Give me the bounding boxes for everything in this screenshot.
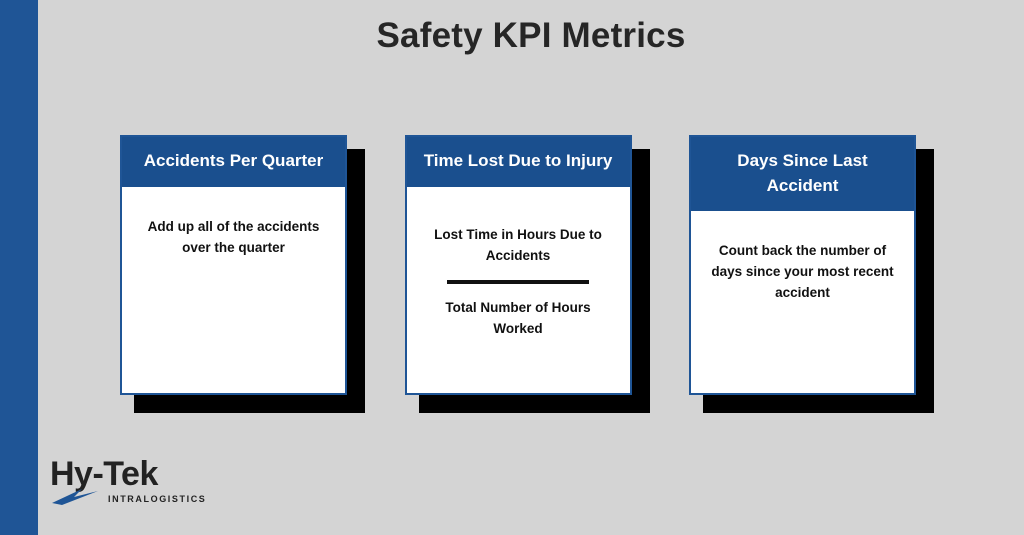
hytek-logo <box>50 457 270 517</box>
card-title: Time Lost Due to Injury <box>407 137 630 187</box>
card-body <box>407 187 630 393</box>
left-accent-bar <box>0 0 38 535</box>
card-title: Accidents Per Quarter <box>122 137 345 187</box>
card <box>120 135 347 395</box>
page-title: Safety KPI Metrics <box>376 16 686 55</box>
card-title: Days Since Last Accident <box>691 137 914 211</box>
logo-tagline: INTRALOGISTICS <box>108 494 207 504</box>
formula-fraction <box>425 217 612 341</box>
card-body <box>691 211 914 393</box>
kpi-card-time-lost-due-to-injury <box>405 135 636 405</box>
kpi-card-accidents-per-quarter <box>120 135 351 405</box>
fraction-bar <box>447 280 589 284</box>
card <box>405 135 632 395</box>
card-body-text: Count back the number of days since your most recent accident <box>711 243 894 301</box>
card-body <box>122 187 345 393</box>
fraction-numerator: Lost Time in Hours Due to Accidents <box>434 226 602 263</box>
card <box>689 135 916 395</box>
kpi-card-days-since-last-accident <box>689 135 920 405</box>
card-body-text: Add up all of the accidents over the quarter <box>147 218 320 255</box>
fraction-denominator: Total Number of Hours Worked <box>445 300 591 337</box>
logo-wordmark: Hy-Tek <box>50 455 158 493</box>
kpi-card-group <box>120 135 920 405</box>
logo-swoosh-icon <box>52 487 104 505</box>
